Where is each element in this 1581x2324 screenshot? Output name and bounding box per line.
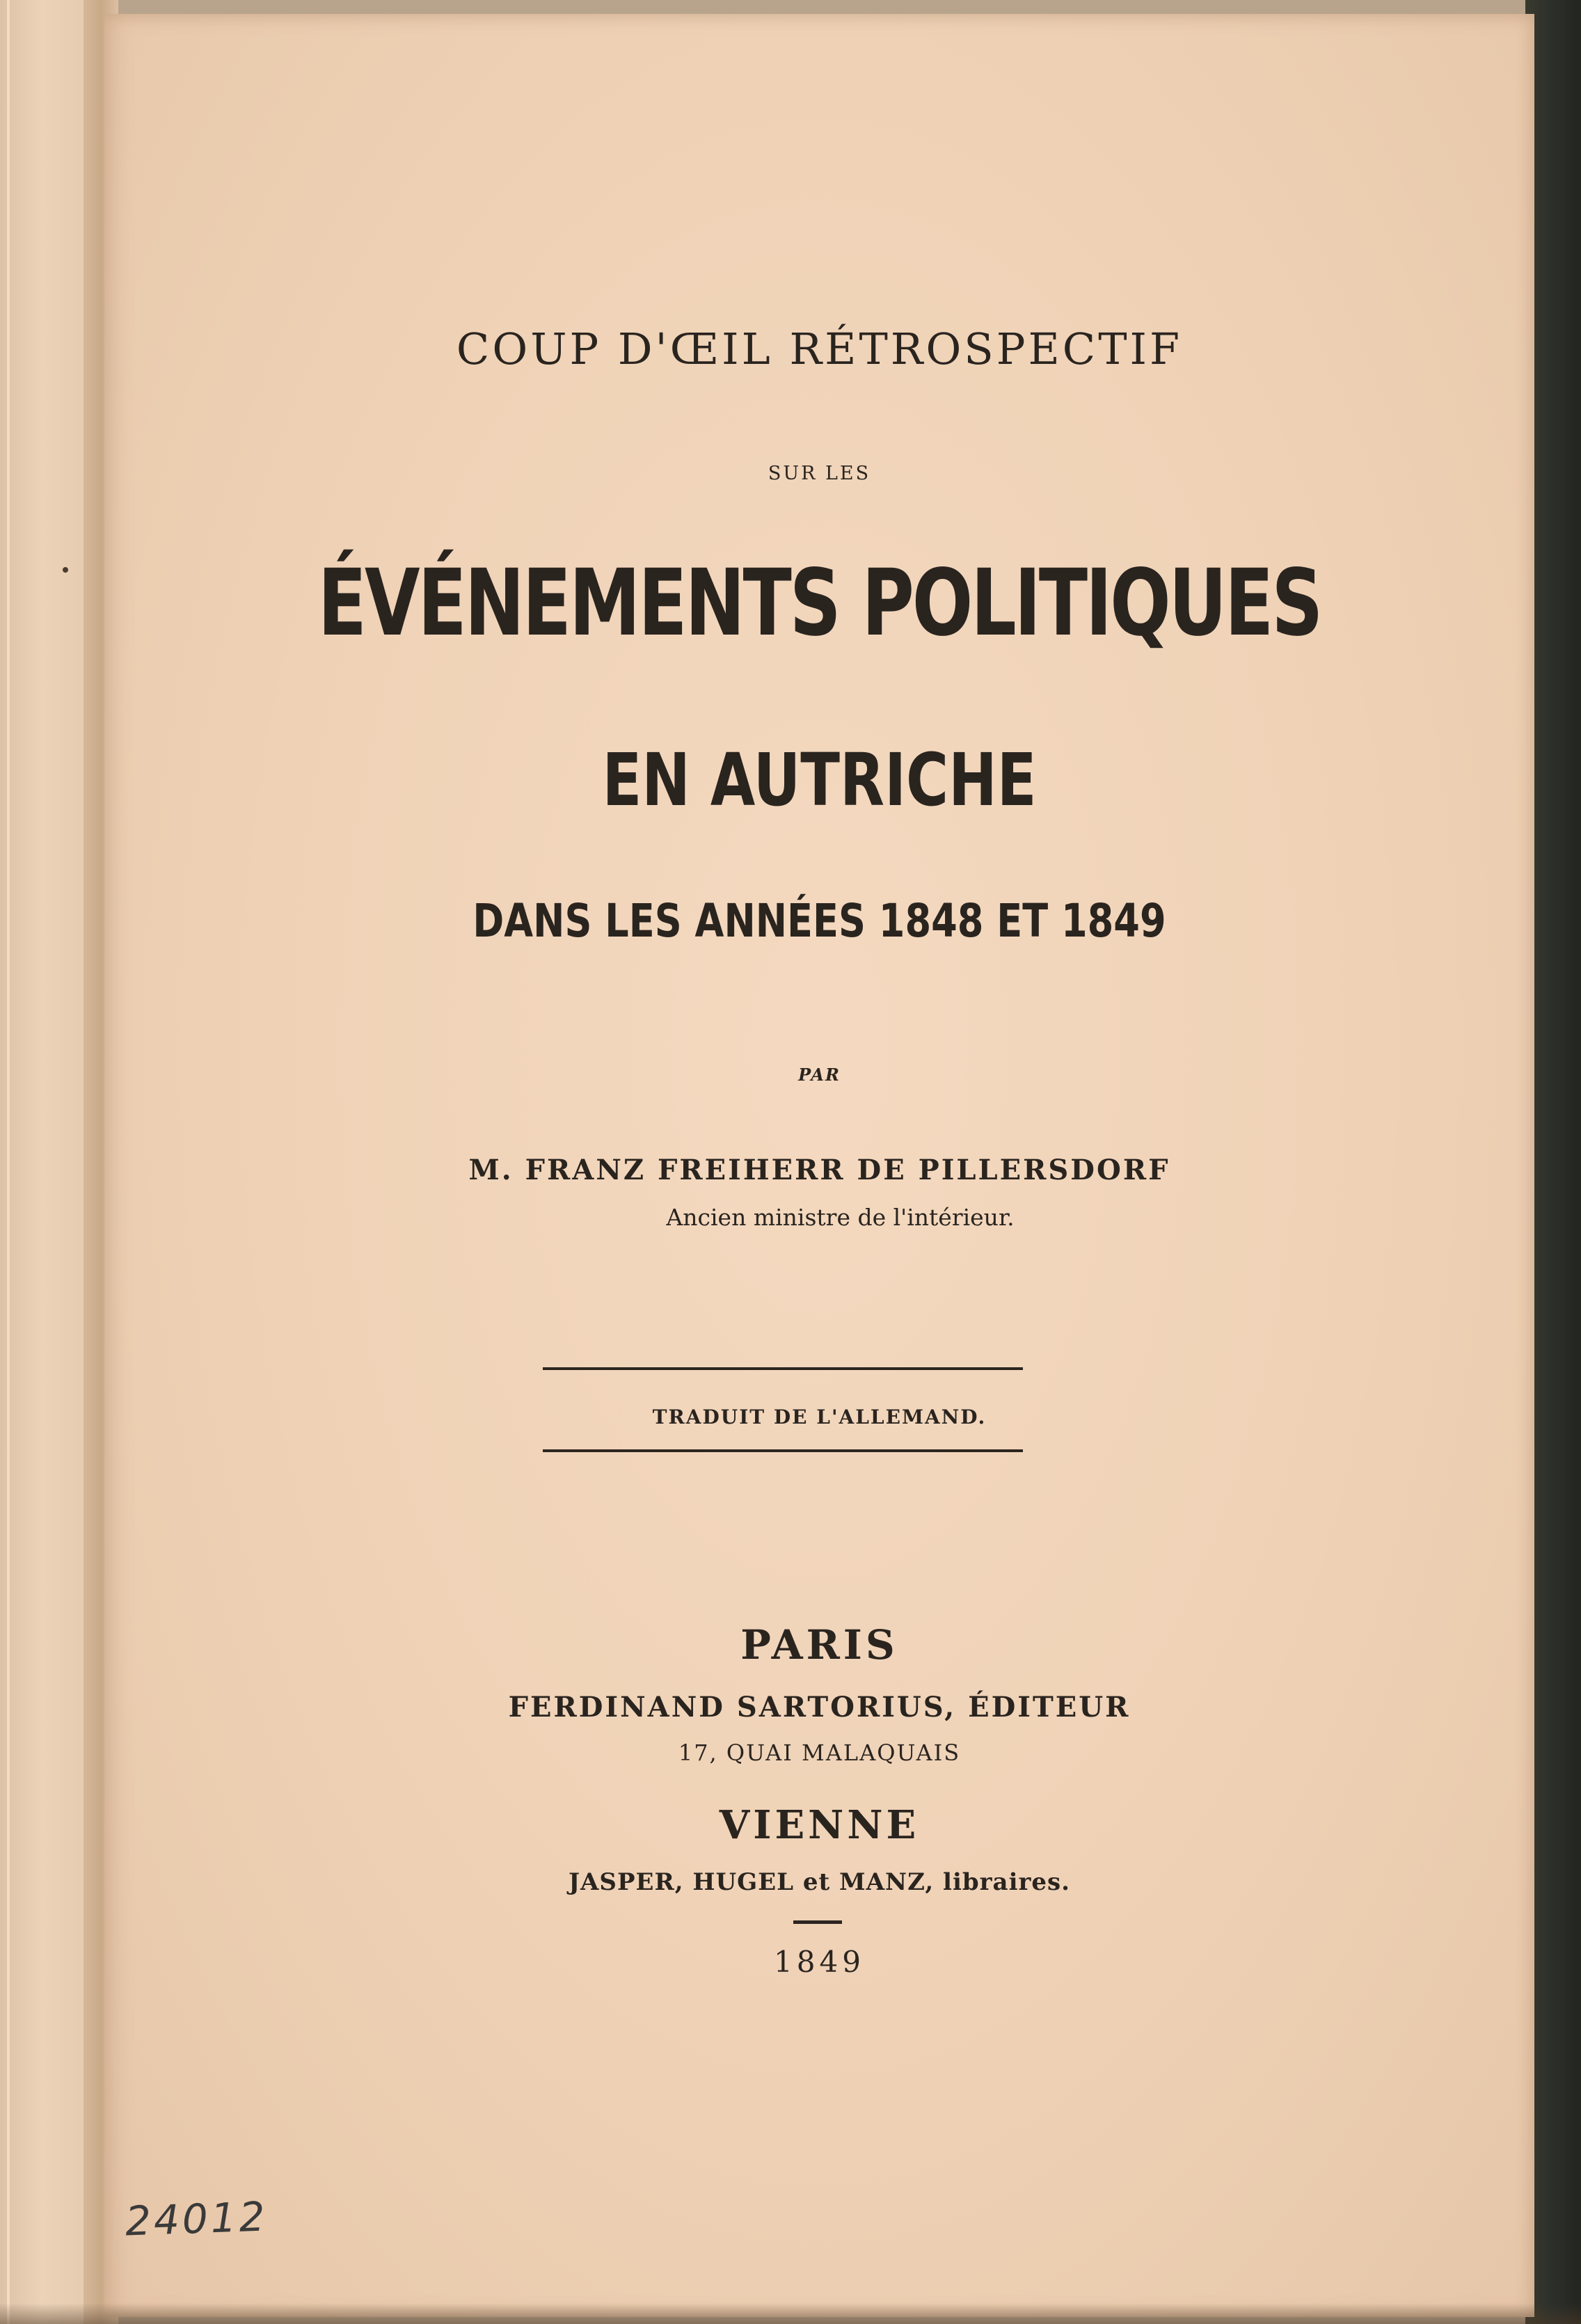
title-line-1: COUP D'ŒIL RÉTROSPECTIF — [456, 324, 1183, 374]
title-line-2: SUR LES — [768, 463, 871, 484]
rule-bottom — [543, 1449, 1023, 1452]
imprint-address-paris: 17, QUAI MALAQUAIS — [678, 1740, 961, 1766]
imprint-publisher-vienne: JASPER, HUGEL et MANZ, libraires. — [568, 1868, 1071, 1896]
imprint-year: 1849 — [774, 1945, 865, 1979]
author-name: M. FRANZ FREIHERR DE PILLERSDORF — [468, 1154, 1170, 1186]
handwritten-shelf-mark: 24012 — [124, 2192, 269, 2245]
by-label: PAR — [798, 1065, 841, 1085]
ink-speck — [63, 567, 68, 573]
bottom-shadow — [0, 2303, 1581, 2324]
title-line-4: EN AUTRICHE — [602, 738, 1037, 822]
title-line-5: DANS LES ANNÉES 1848 ET 1849 — [472, 894, 1166, 948]
translation-note: TRADUIT DE L'ALLEMAND. — [652, 1406, 987, 1428]
title-page — [104, 14, 1534, 2317]
imprint-city-vienne: VIENNE — [719, 1802, 920, 1848]
imprint-city-paris: PARIS — [740, 1621, 898, 1669]
imprint-dash — [793, 1920, 842, 1924]
author-role: Ancien ministre de l'intérieur. — [666, 1204, 1015, 1231]
facing-page-highlight — [7, 0, 10, 2324]
rule-top — [543, 1367, 1023, 1370]
main-title: ÉVÉNEMENTS POLITIQUES — [317, 550, 1321, 657]
imprint-publisher-paris: FERDINAND SARTORIUS, ÉDITEUR — [508, 1691, 1131, 1724]
